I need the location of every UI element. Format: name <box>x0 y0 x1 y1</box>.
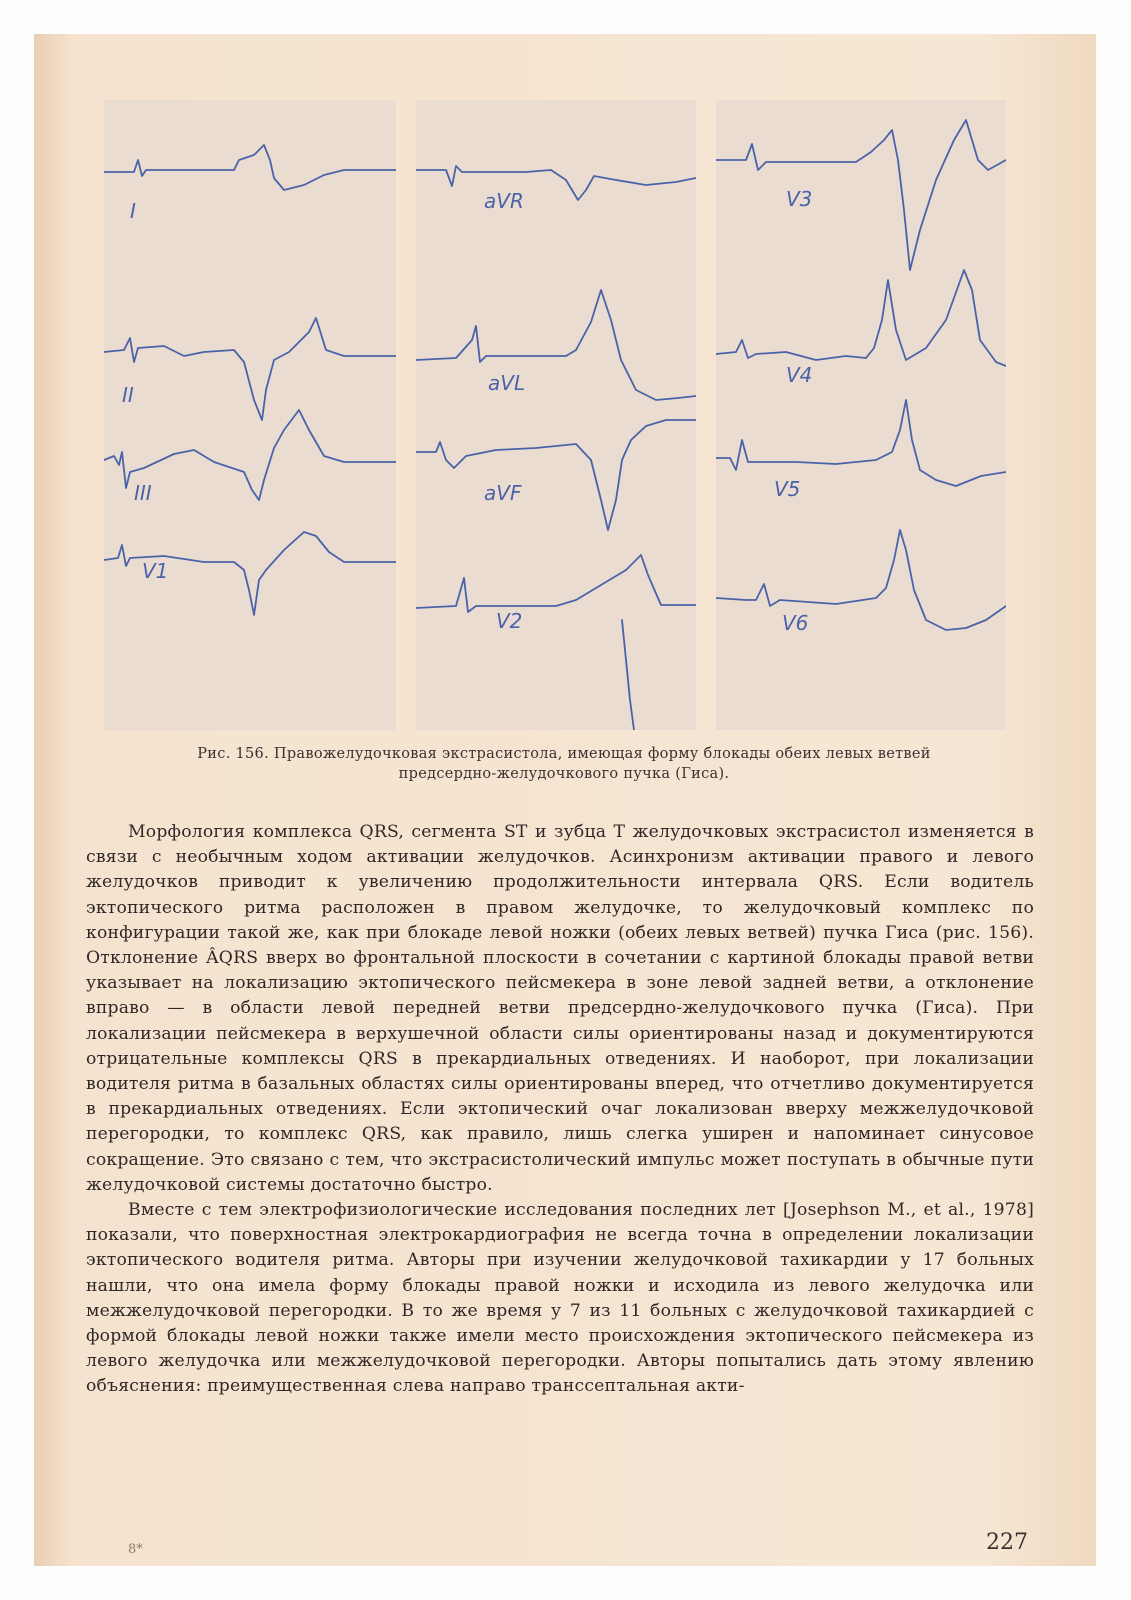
lead-label-aVR: aVR <box>484 189 524 213</box>
ecg-trace-aVL <box>416 290 696 400</box>
ecg-panel-augmented-leads <box>416 100 696 730</box>
lead-label-I: I <box>130 199 136 223</box>
ecg-figure <box>104 100 1024 730</box>
lead-label-aVF: aVF <box>484 481 522 505</box>
ecg-trace-I <box>104 145 396 190</box>
ecg-panel-chest-leads <box>716 100 1006 730</box>
ecg-trace-V5 <box>716 400 1006 486</box>
lead-label-V5: V5 <box>774 477 801 501</box>
lead-label-V4: V4 <box>786 363 813 387</box>
figure-caption <box>94 744 1034 784</box>
page-number: 227 <box>986 1530 1028 1555</box>
paragraph-1: Морфология комплекса QRS, сегмента ST и зубца T желудочковых экстрасистол изменяется в связи с необычным ходом активации желудочков. Асинхронизм активации правого и левого желудочков приводит к увеличению продолжительности интервала QRS. Если водитель эктопического ритма расположен в правом желудочке, то желудочковый комплекс по конфигурации такой же, как при блокаде левой ножки (обеих левых ветвей) пучка Гиса (рис. 156). Отклонение ÂQRS вверх во фронтальной плоскости в сочетании с картиной блокады правой ветви указывает на локализацию эктопического пейсмекера в зоне левой задней ветви, а отклонение вправо — в области левой передней ветви предсердно-желудочкового пучка (Гиса). При локализации пейсмекера в верхушечной области силы ориентированы назад и документируются отрицательные комплексы QRS в прекардиальных отведениях. И наоборот, при локализации водителя ритма в базальных областях силы ориентированы вперед, что отчетливо документируется в прекардиальных отведениях. Если эктопический очаг локализован вверху межжелудочковой перегородки, то комплекс QRS, как правило, лишь слегка уширен и напоминает синусовое сокращение. Это связано с тем, что экстрасистолический импульс может поступать в обычные пути желудочковой системы достаточно быстро. <box>86 822 1034 1195</box>
signature-mark: 8* <box>128 1542 143 1557</box>
caption-line-2: предсердно-желудочкового пучка (Гиса). <box>398 766 730 782</box>
lead-label-V6: V6 <box>782 611 809 635</box>
lead-label-V2: V2 <box>496 609 523 633</box>
lead-label-V3: V3 <box>786 187 813 211</box>
ecg-trace-aVR <box>416 166 696 200</box>
body-text <box>86 820 1034 1400</box>
lead-label-V1: V1 <box>142 559 169 583</box>
paragraph-2: Вместе с тем электрофизиологические исследования последних лет [Josephson M., et al., 1978] показали, что поверхностная электрокардиография не всегда точна в определении локализации эктопического водителя ритма. Авторы при изучении желудочковой тахикардии у 17 больных нашли, что она имела форму блокады правой ножки и исходила из левого желудочка или межжелудочковой перегородки. В то же время у 7 из 11 больных с желудочковой тахикардией с формой блокады левой ножки также имели место происхождения эктопического пейсмекера из левого желудочка или межжелудочковой перегородки. Авторы попытались дать этому явлению объяснения: преимущественная слева направо трансceптальная акти- <box>86 1200 1034 1397</box>
lead-label-III: III <box>134 481 152 505</box>
caption-line-1: Рис. 156. Правожелудочковая экстрасистола, имеющая форму блокады обеих левых ветвей <box>197 746 931 762</box>
ecg-trace-V4 <box>716 270 1006 366</box>
ecg-trace-II <box>104 318 396 420</box>
lead-label-II: II <box>122 383 134 407</box>
lead-label-aVL: aVL <box>488 371 526 395</box>
ecg-trace-V3 <box>716 120 1006 270</box>
ecg-trace-aVF <box>416 420 696 530</box>
book-page <box>34 34 1096 1566</box>
ecg-panel-limb-leads <box>104 100 396 730</box>
ecg-trace-V6 <box>716 530 1006 630</box>
ecg-trace-V2 <box>416 555 696 730</box>
